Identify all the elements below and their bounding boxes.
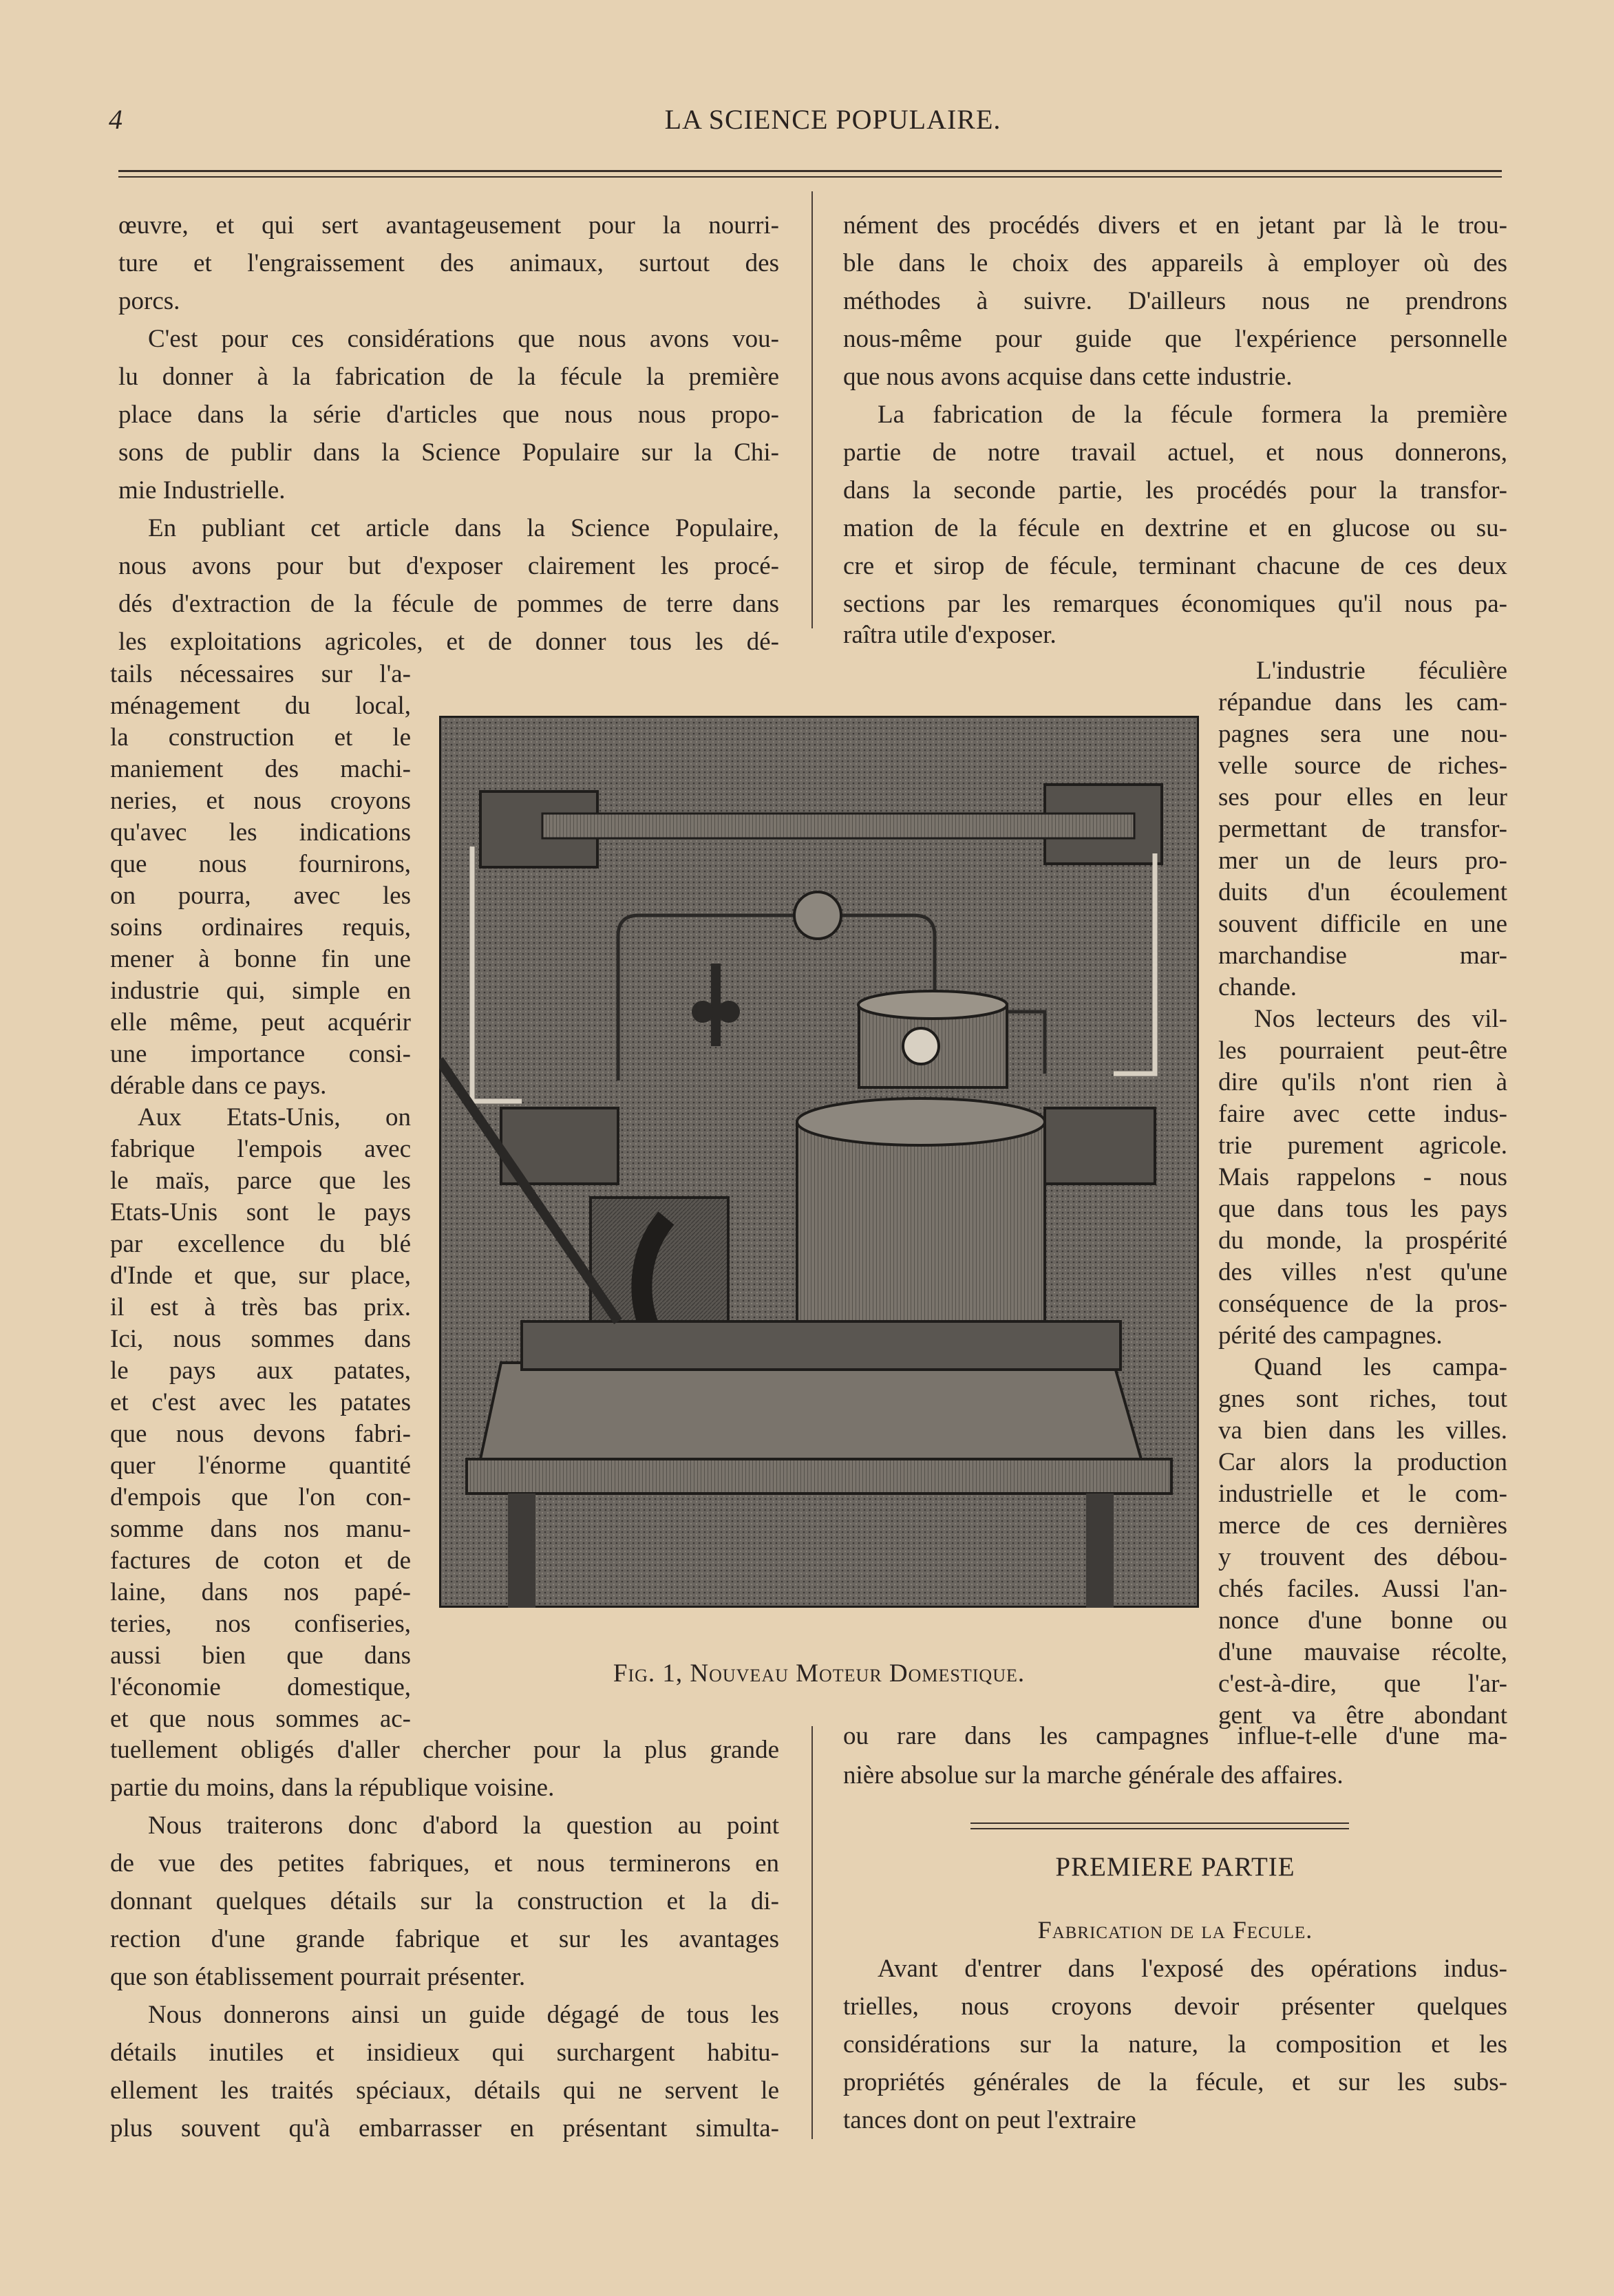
text-line: d'une mauvaise récolte, <box>1218 1638 1507 1666</box>
text-line: pagnes sera une nou- <box>1218 720 1507 748</box>
text-line: que nous fournirons, <box>110 850 411 878</box>
text-line: factures de coton et de <box>110 1546 411 1575</box>
text-line: industrie qui, simple en <box>110 977 411 1005</box>
header-rule-bottom <box>118 176 1502 178</box>
section-rule-top <box>970 1822 1349 1824</box>
text-line: le maïs, parce que les <box>110 1167 411 1195</box>
column-divider-bottom <box>811 1726 813 2139</box>
text-line: y trouvent des débou- <box>1218 1543 1507 1571</box>
text-line: fabrique l'empois avec <box>110 1135 411 1163</box>
text-line: Nous donnerons ainsi un guide dégagé de tous les <box>148 2001 779 2029</box>
text-line: Aux Etats-Unis, on <box>138 1103 411 1131</box>
text-line: maniement des machi- <box>110 755 411 783</box>
text-line: ture et l'engraissement des animaux, surtout des <box>118 249 779 277</box>
page-number: 4 <box>109 104 123 135</box>
text-line: la construction et le <box>110 723 411 752</box>
text-line: aussi bien que dans <box>110 1641 411 1670</box>
text-line: que nous avons acquise dans cette industrie. <box>843 363 1293 391</box>
text-line: nous avons pour but d'exposer clairement les procé- <box>118 552 779 580</box>
text-line: Etats-Unis sont le pays <box>110 1198 411 1226</box>
text-line: Avant d'entrer dans l'exposé des opérations indus- <box>878 1955 1507 1983</box>
text-line: œuvre, et qui sert avantageusement pour la nourri- <box>118 211 779 240</box>
text-line: Mais rappelons - nous <box>1218 1163 1507 1191</box>
text-line: les exploitations agricoles, et de donner tous les dé- <box>118 628 779 656</box>
text-line: trie purement agricole. <box>1218 1131 1507 1160</box>
text-line: va bien dans les villes. <box>1218 1416 1507 1445</box>
text-line: nière absolue sur la marche générale des affaires. <box>843 1761 1344 1789</box>
text-line: quer l'énorme quantité <box>110 1452 411 1480</box>
text-line: partie du moins, dans la république voisine. <box>110 1774 555 1802</box>
text-line: chés faciles. Aussi l'an- <box>1218 1575 1507 1603</box>
text-line: de vue des petites fabriques, et nous terminerons en <box>110 1849 779 1878</box>
text-line: En publiant cet article dans la Science Populaire, <box>148 514 779 542</box>
text-line: ses pour elles en leur <box>1218 783 1507 811</box>
text-line: conséquence de la pros- <box>1218 1290 1507 1318</box>
text-line: répandue dans les cam- <box>1218 688 1507 716</box>
text-line: méthodes à suivre. D'ailleurs nous ne prendrons <box>843 287 1507 315</box>
text-line: La fabrication de la fécule formera la première <box>878 401 1507 429</box>
text-line: d'empois que l'on con- <box>110 1483 411 1511</box>
text-line: une importance consi- <box>110 1040 411 1068</box>
text-line: par excellence du blé <box>110 1230 411 1258</box>
text-line: dans la seconde partie, les procédés pour la transfor- <box>843 476 1507 504</box>
text-line: du monde, la prospérité <box>1218 1226 1507 1255</box>
text-line: d'Inde et que, sur place, <box>110 1262 411 1290</box>
text-line: sons de publir dans la Science Populaire sur la Chi- <box>118 438 779 467</box>
text-line: nous-même pour guide que l'expérience personnelle <box>843 325 1507 353</box>
text-line: périté des campagnes. <box>1218 1321 1443 1350</box>
text-line: gnes sont riches, tout <box>1218 1385 1507 1413</box>
text-line: ou rare dans les campagnes influe-t-elle d'une ma- <box>843 1722 1507 1750</box>
text-line: trielles, nous croyons devoir présenter quelques <box>843 1992 1507 2021</box>
text-line: cre et sirop de fécule, terminant chacune de ces deux <box>843 552 1507 580</box>
text-line: marchandise mar- <box>1218 942 1507 970</box>
text-line: duits d'un écoulement <box>1218 878 1507 906</box>
text-line: considérations sur la nature, la composition et les <box>843 2030 1507 2059</box>
figure-caption: Fig. 1, Nouveau Moteur Domestique. <box>613 1659 1026 1688</box>
text-line: plus souvent qu'à embarrasser en présentant simulta- <box>110 2114 779 2143</box>
text-line: et que nous sommes ac- <box>110 1705 411 1733</box>
section-title: PREMIERE PARTIE <box>1055 1852 1295 1882</box>
column-divider-top <box>811 191 813 628</box>
text-line: teries, nos confiseries, <box>110 1610 411 1638</box>
text-line: nément des procédés divers et en jetant par là le trou- <box>843 211 1507 240</box>
text-line: raîtra utile d'exposer. <box>843 621 1056 649</box>
text-line: mie Industrielle. <box>118 476 286 504</box>
text-line: mation de la fécule en dextrine et en glucose ou su- <box>843 514 1507 542</box>
header-rule-top <box>118 170 1502 172</box>
text-line: laine, dans nos papé- <box>110 1578 411 1606</box>
text-line: souvent difficile en une <box>1218 910 1507 938</box>
text-line: que son établissement pourrait présenter. <box>110 1963 526 1991</box>
text-line: tuellement obligés d'aller chercher pour la plus grande <box>110 1736 779 1764</box>
text-line: détails inutiles et insidieux qui surchargent habitu- <box>110 2039 779 2067</box>
text-line: c'est-à-dire, que l'ar- <box>1218 1670 1507 1698</box>
text-line: rection d'une grande fabrique et sur les avantages <box>110 1925 779 1953</box>
text-line: des villes n'est qu'une <box>1218 1258 1507 1286</box>
text-line: que nous devons fabri- <box>110 1420 411 1448</box>
text-line: mener à bonne fin une <box>110 945 411 973</box>
text-line: on pourra, avec les <box>110 882 411 910</box>
text-line: gent va être abondant <box>1218 1701 1507 1730</box>
text-line: Quand les campa- <box>1254 1353 1507 1381</box>
text-line: ménagement du local, <box>110 692 411 720</box>
section-subtitle: Fabrication de la Fecule. <box>1037 1916 1313 1944</box>
text-line: propriétés générales de la fécule, et sur les subs- <box>843 2068 1507 2096</box>
text-line: sections par les remarques économiques qu'il nous pa- <box>843 590 1507 618</box>
text-line: partie de notre travail actuel, et nous donnerons, <box>843 438 1507 467</box>
text-line: ellement les traités spéciaux, détails qui ne servent le <box>110 2076 779 2105</box>
text-line: tails nécessaires sur l'a- <box>110 660 411 688</box>
text-line: dérable dans ce pays. <box>110 1072 327 1100</box>
text-line: tances dont on peut l'extraire <box>843 2106 1136 2134</box>
text-line: Nos lecteurs des vil- <box>1254 1005 1507 1033</box>
text-line: velle source de riches- <box>1218 752 1507 780</box>
text-line: nonce d'une bonne ou <box>1218 1606 1507 1635</box>
text-line: merce de ces dernières <box>1218 1511 1507 1540</box>
text-line: neries, et nous croyons <box>110 787 411 815</box>
text-line: Nous traiterons donc d'abord la question au point <box>148 1811 779 1840</box>
text-line: permettant de transfor- <box>1218 815 1507 843</box>
text-line: somme dans nos manu- <box>110 1515 411 1543</box>
text-line: dire qu'ils n'ont rien à <box>1218 1068 1507 1096</box>
section-rule-bottom <box>970 1828 1349 1829</box>
text-line: ble dans le choix des appareils à employer où des <box>843 249 1507 277</box>
text-line: et c'est avec les patates <box>110 1388 411 1416</box>
text-line: industrielle et le com- <box>1218 1480 1507 1508</box>
text-line: soins ordinaires requis, <box>110 913 411 942</box>
text-line: L'industrie féculière <box>1256 657 1507 685</box>
text-line: place dans la série d'articles que nous nous propo- <box>118 401 779 429</box>
text-line: chande. <box>1218 973 1297 1001</box>
text-line: le pays aux patates, <box>110 1357 411 1385</box>
text-line: donnant quelques détails sur la construction et la di- <box>110 1887 779 1915</box>
text-line: dés d'extraction de la fécule de pommes de terre dans <box>118 590 779 618</box>
text-line: qu'avec les indications <box>110 818 411 847</box>
text-line: C'est pour ces considérations que nous avons vou- <box>148 325 779 353</box>
text-line: elle même, peut acquérir <box>110 1008 411 1037</box>
text-line: lu donner à la fabrication de la fécule la première <box>118 363 779 391</box>
text-line: l'économie domestique, <box>110 1673 411 1701</box>
text-line: les pourraient peut-être <box>1218 1037 1507 1065</box>
text-line: que dans tous les pays <box>1218 1195 1507 1223</box>
text-line: Car alors la production <box>1218 1448 1507 1476</box>
text-line: mer un de leurs pro- <box>1218 847 1507 875</box>
text-line: Ici, nous sommes dans <box>110 1325 411 1353</box>
text-line: il est à très bas prix. <box>110 1293 411 1321</box>
engine-illustration <box>439 716 1199 1608</box>
text-line: porcs. <box>118 287 180 315</box>
text-line: faire avec cette indus- <box>1218 1100 1507 1128</box>
running-title: LA SCIENCE POPULAIRE. <box>664 104 1001 135</box>
